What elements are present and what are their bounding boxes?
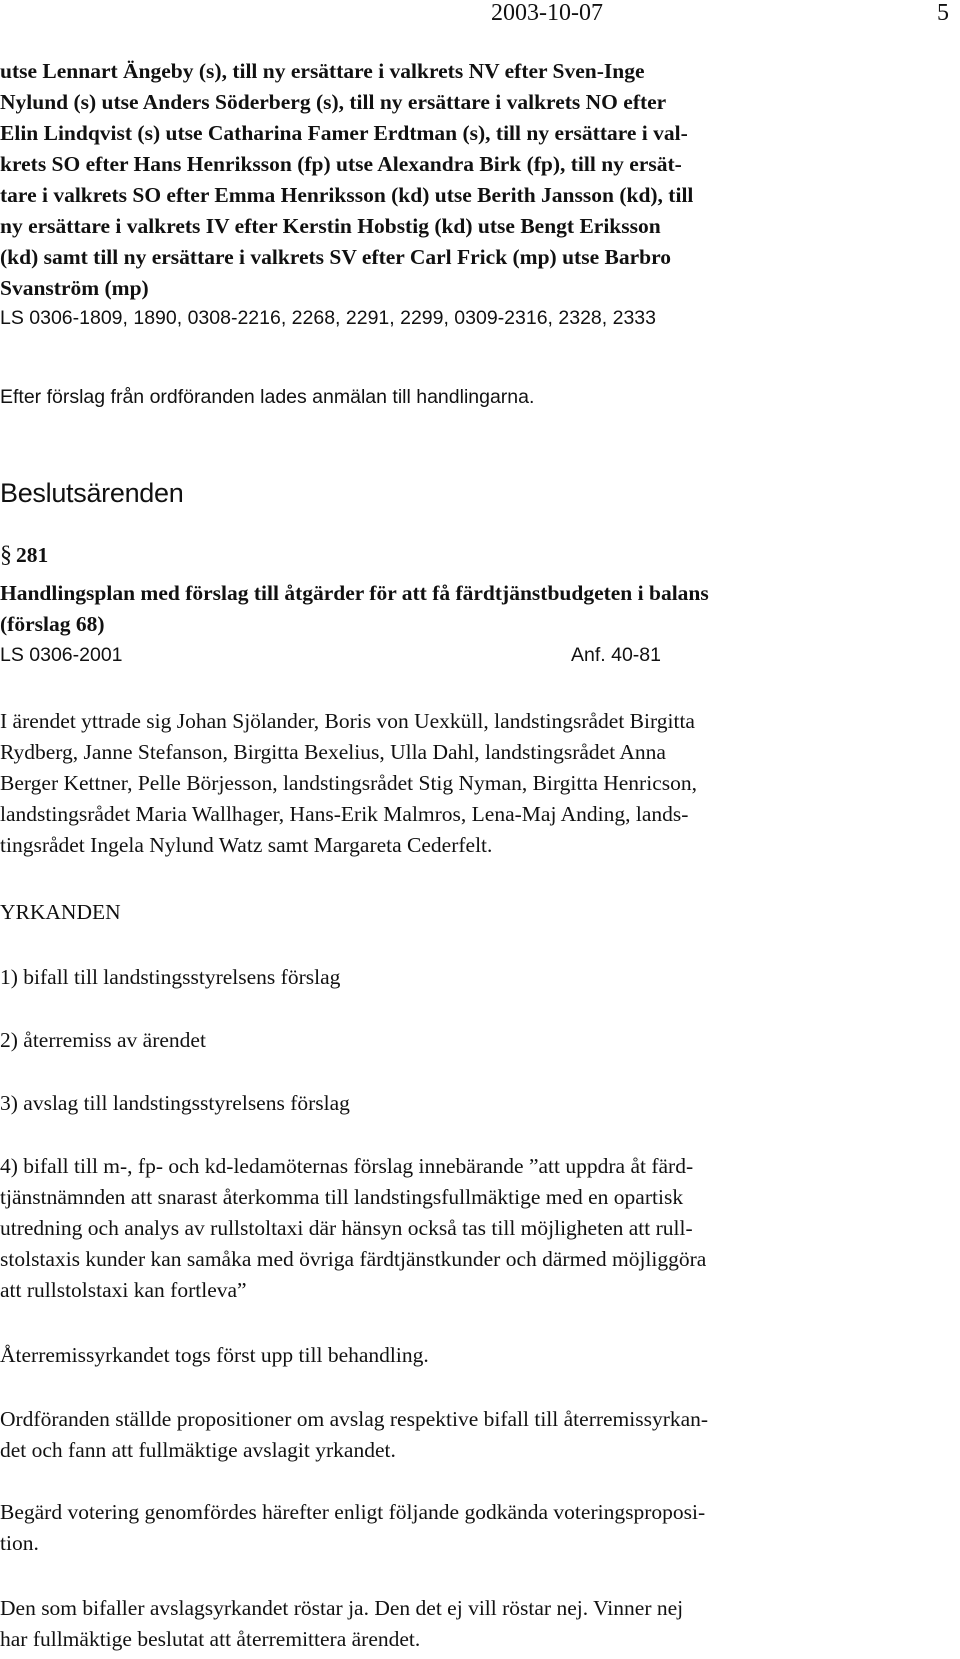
item-annotation: Anf. 40-81 (571, 644, 661, 666)
item-number-line (0, 540, 48, 571)
item-reference: LS 0306-2001 (0, 644, 123, 666)
yrkanden-heading: YRKANDEN (0, 900, 121, 924)
page-number: 5 (937, 0, 949, 26)
yrkande-4: 4) bifall till m-, fp- och kd-ledamöternas förslag innebärande ”att uppdra åt färd- tjänstnämnden att snarast återkomma till landstingsfullmäktige med en opartisk utredning och analys av rullstoltaxi där hänsyn också tas till möjligheten att rull- stolstaxis kunder kan samåka med övriga färdtjänstkunder och därmed möjliggöra att rullstolstaxi kan fortleva” (0, 1154, 707, 1302)
paragraph-2: Ordföranden ställde propositioner om avslag respektive bifall till återremissyrkan- det och fann att fullmäktige avslagit yrkandet. (0, 1407, 709, 1462)
item-reference-row (0, 640, 960, 671)
paragraph-1: Återremissyrkandet togs först upp till behandling. (0, 1343, 429, 1367)
paragraph-4: Den som bifaller avslagsyrkandet röstar ja. Den det ej vill röstar nej. Vinner nej har fullmäktige beslutat att återremittera ärendet. (0, 1596, 684, 1651)
intro-bold-text: utse Lennart Ängeby (s), till ny ersättare i valkrets NV efter Sven-Inge Nylund (s) utse Anders Söderberg (s), till ny ersättare i valkrets NO efter Elin Lindqvist (s) utse Catharina Famer Erdtman (s), till ny ersättare i val- krets SO efter Hans Henriksson (fp) utse Alexandra Birk (fp), till ny ersät- tare i valkrets SO efter Emma Henriksson (kd) utse Berith Jansson (kd), till ny ersättare i valkrets IV efter Kerstin Hobstig (kd) utse Bengt Eriksson (kd) samt till ny ersättare i valkrets SV efter Carl Frick (mp) utse Barbro Svanström (mp) (0, 59, 694, 300)
intro-reference: LS 0306-1809, 1890, 0308-2216, 2268, 2291, 2299, 0309-2316, 2328, 2333 (0, 307, 656, 329)
item-number: 281 (16, 543, 49, 567)
section-title: Beslutsärenden (0, 478, 184, 508)
speakers-paragraph: I ärendet yttrade sig Johan Sjölander, Boris von Uexküll, landstingsrådet Birgitta Rydberg, Janne Stefanson, Birgitta Bexelius, Ulla Dahl, landstingsrådet Anna Berger Kettner, Pelle Börjesson, landstingsrådet Stig Nyman, Birgitta Henricson, landstingsrådet Maria Wallhager, Hans-Erik Malmros, Lena-Maj Anding, lands- tingsrådet Ingela Nylund Watz samt Margareta Cederfelt. (0, 709, 697, 857)
paragraph-3: Begärd votering genomfördes härefter enligt följande godkända voteringsproposi- tion. (0, 1500, 706, 1555)
paragraph-mark-icon: § (0, 542, 12, 568)
yrkande-1: 1) bifall till landstingsstyrelsens förslag (0, 965, 341, 989)
yrkande-3: 3) avslag till landstingsstyrelsens förslag (0, 1091, 350, 1115)
yrkande-2: 2) återremiss av ärendet (0, 1028, 206, 1052)
item-title: Handlingsplan med förslag till åtgärder för att få färdtjänstbudgeten i balans (förslag 68) (0, 581, 709, 636)
header-date: 2003-10-07 (491, 0, 603, 26)
intro-decision: Efter förslag från ordföranden lades anmälan till handlingarna. (0, 386, 535, 408)
